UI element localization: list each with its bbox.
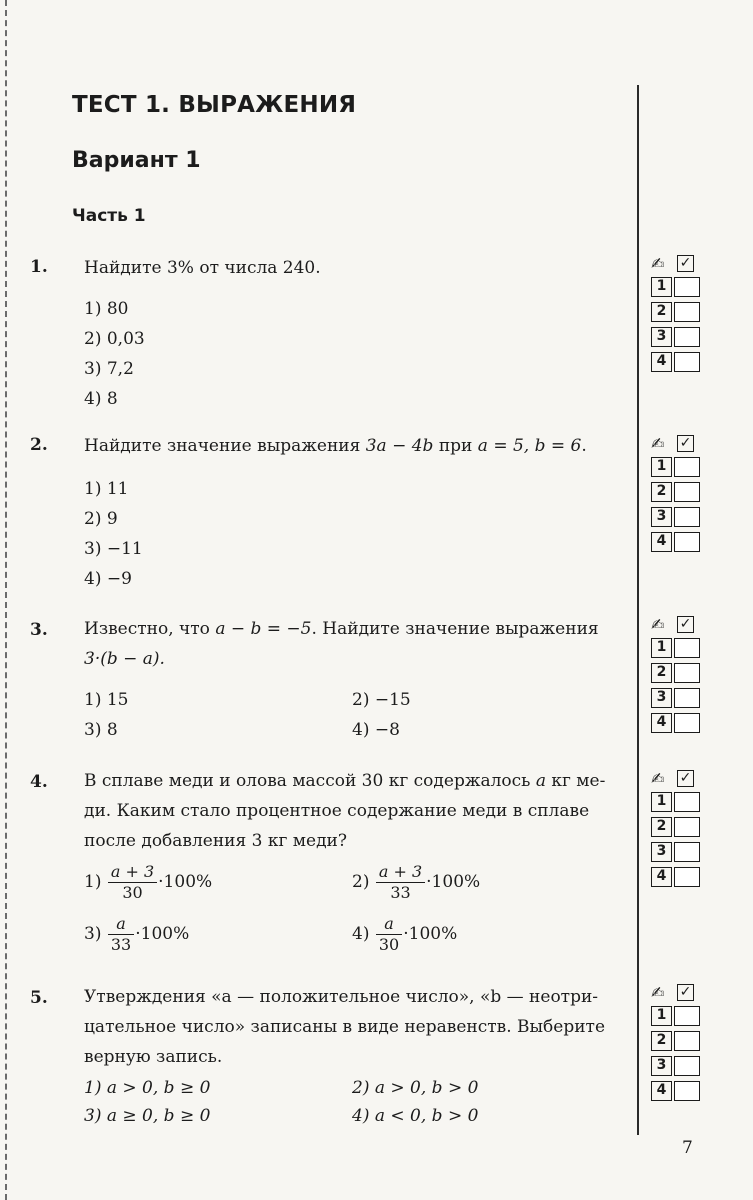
- answer-number: 4: [651, 1081, 672, 1101]
- answer-row[interactable]: [651, 480, 711, 505]
- answer-box-task-5: [651, 982, 711, 1104]
- checkmark-icon: ✓: [677, 616, 694, 633]
- expression: 3·(b − a).: [84, 649, 165, 669]
- task-text-part: .: [581, 436, 587, 456]
- task-number: 1.: [30, 257, 48, 277]
- answer-row[interactable]: [651, 840, 711, 865]
- answer-column-divider: [637, 85, 639, 1135]
- answer-option: 1) 11: [84, 479, 129, 499]
- answer-option: 2) −15: [352, 690, 411, 710]
- answer-cell[interactable]: [674, 867, 700, 887]
- answer-row[interactable]: [651, 865, 711, 890]
- task-text-part: после добавления 3 кг меди?: [84, 831, 347, 851]
- answer-option: 3) −11: [84, 539, 143, 559]
- task-number: 2.: [30, 435, 48, 455]
- answer-cell[interactable]: [674, 277, 700, 297]
- page-number: 7: [682, 1138, 693, 1158]
- option-suffix: ·100%: [135, 924, 190, 944]
- answer-cell[interactable]: [674, 507, 700, 527]
- expression: a − b = −5: [215, 619, 312, 639]
- fraction-numerator: a + 3: [376, 862, 425, 883]
- pen-icon: ✍: [651, 615, 665, 634]
- task-text: [84, 614, 627, 674]
- task-text-part: при: [433, 436, 478, 456]
- answer-option: 3) 8: [84, 720, 118, 740]
- answer-option: 3) a ≥ 0, b ≥ 0: [84, 1106, 211, 1126]
- answer-row[interactable]: [651, 1029, 711, 1054]
- answer-number: 4: [651, 352, 672, 372]
- task-number: 3.: [30, 620, 48, 640]
- fraction: [108, 862, 157, 903]
- pen-icon: ✍: [651, 769, 665, 788]
- answer-number: 2: [651, 817, 672, 837]
- answer-option: 2) 0,03: [84, 329, 145, 349]
- answer-number: 1: [651, 457, 672, 477]
- answer-number: 2: [651, 663, 672, 683]
- answer-row[interactable]: [651, 1004, 711, 1029]
- answer-option: [84, 914, 189, 955]
- answer-cell[interactable]: [674, 792, 700, 812]
- pen-icon: ✍: [651, 983, 665, 1002]
- answer-option: [84, 862, 212, 903]
- answer-option: 4) −9: [84, 569, 132, 589]
- answer-row[interactable]: [651, 686, 711, 711]
- answer-box-header: [651, 433, 711, 455]
- answer-cell[interactable]: [674, 663, 700, 683]
- pen-icon: ✍: [651, 434, 665, 453]
- answer-cell[interactable]: [674, 713, 700, 733]
- fraction-numerator: a + 3: [108, 862, 157, 883]
- option-suffix: ·100%: [158, 872, 213, 892]
- answer-row[interactable]: [651, 455, 711, 480]
- answer-row[interactable]: [651, 350, 711, 375]
- answer-cell[interactable]: [674, 327, 700, 347]
- answer-cell[interactable]: [674, 1081, 700, 1101]
- answer-box-header: [651, 982, 711, 1004]
- answer-number: 2: [651, 1031, 672, 1051]
- fraction-numerator: a: [108, 914, 134, 935]
- answer-cell[interactable]: [674, 302, 700, 322]
- task-text: Найдите 3% от числа 240.: [84, 258, 321, 278]
- fraction-denominator: 33: [390, 883, 411, 902]
- option-label: 2): [352, 872, 370, 892]
- expression: a = 5, b = 6: [477, 436, 582, 456]
- answer-option: [352, 914, 457, 955]
- answer-cell[interactable]: [674, 482, 700, 502]
- answer-option: 1) 80: [84, 299, 129, 319]
- task-text-part: В сплаве меди и олова массой 30 кг содержалось: [84, 771, 536, 791]
- answer-row[interactable]: [651, 300, 711, 325]
- answer-cell[interactable]: [674, 352, 700, 372]
- checkmark-icon: ✓: [677, 435, 694, 452]
- answer-option: 4) a < 0, b > 0: [352, 1106, 479, 1126]
- task-text: [84, 431, 627, 461]
- answer-box-header: [651, 768, 711, 790]
- answer-box-header: [651, 614, 711, 636]
- answer-cell[interactable]: [674, 532, 700, 552]
- task-text-part: кг ме-: [545, 771, 606, 791]
- answer-cell[interactable]: [674, 842, 700, 862]
- answer-option: 4) 8: [84, 389, 118, 409]
- answer-cell[interactable]: [674, 688, 700, 708]
- answer-cell[interactable]: [674, 457, 700, 477]
- option-label: 4): [352, 924, 370, 944]
- answer-row[interactable]: [651, 325, 711, 350]
- fraction: [376, 914, 402, 955]
- answer-number: 4: [651, 532, 672, 552]
- answer-row[interactable]: [651, 275, 711, 300]
- answer-row[interactable]: [651, 636, 711, 661]
- fraction: [376, 862, 425, 903]
- answer-cell[interactable]: [674, 1031, 700, 1051]
- answer-row[interactable]: [651, 1054, 711, 1079]
- checkmark-icon: ✓: [677, 255, 694, 272]
- answer-number: 2: [651, 482, 672, 502]
- variable: a: [535, 771, 546, 791]
- part-heading: Часть 1: [72, 206, 146, 226]
- fraction-denominator: 30: [122, 883, 143, 902]
- task-text-part: . Найдите значение выражения: [311, 619, 599, 639]
- answer-number: 1: [651, 1006, 672, 1026]
- answer-box-task-2: [651, 433, 711, 555]
- answer-box-header: [651, 253, 711, 275]
- answer-box-task-1: [651, 253, 711, 375]
- answer-row[interactable]: [651, 1079, 711, 1104]
- answer-row[interactable]: [651, 815, 711, 840]
- task-text-part: Найдите значение выражения: [84, 436, 366, 456]
- fraction-denominator: 33: [110, 935, 132, 954]
- fraction-denominator: 30: [378, 935, 400, 954]
- answer-cell[interactable]: [674, 638, 700, 658]
- answer-number: 1: [651, 277, 672, 297]
- answer-number: 4: [651, 713, 672, 733]
- expression: 3a − 4b: [365, 436, 434, 456]
- task-number: 5.: [30, 988, 48, 1008]
- answer-option: 1) 15: [84, 690, 129, 710]
- answer-number: 4: [651, 867, 672, 887]
- answer-number: 2: [651, 302, 672, 322]
- answer-cell[interactable]: [674, 1006, 700, 1026]
- answer-number: 1: [651, 638, 672, 658]
- answer-number: 3: [651, 1056, 672, 1076]
- fraction-numerator: a: [376, 914, 402, 935]
- task-number: 4.: [30, 772, 48, 792]
- pen-icon: ✍: [651, 254, 665, 273]
- answer-row[interactable]: [651, 505, 711, 530]
- answer-option: 2) 9: [84, 509, 118, 529]
- answer-box-task-3: [651, 614, 711, 736]
- answer-option: [352, 862, 480, 903]
- task-text-part: Утверждения «a — положительное число», «b — неотри-: [84, 987, 599, 1007]
- answer-option: 1) a > 0, b ≥ 0: [84, 1078, 211, 1098]
- cut-line: [5, 0, 7, 1200]
- task-text: [84, 766, 627, 856]
- answer-number: 3: [651, 327, 672, 347]
- answer-row[interactable]: [651, 530, 711, 555]
- option-label: 3): [84, 924, 102, 944]
- answer-number: 3: [651, 507, 672, 527]
- answer-number: 3: [651, 842, 672, 862]
- answer-row[interactable]: [651, 711, 711, 736]
- task-text-part: цательное число» записаны в виде неравенств. Выберите: [84, 1017, 606, 1037]
- test-title: ТЕСТ 1. ВЫРАЖЕНИЯ: [72, 92, 357, 118]
- answer-row[interactable]: [651, 661, 711, 686]
- answer-row[interactable]: [651, 790, 711, 815]
- checkmark-icon: ✓: [677, 770, 694, 787]
- checkmark-icon: ✓: [677, 984, 694, 1001]
- task-text-part: верную запись.: [84, 1047, 223, 1067]
- task-text-part: ди. Каким стало процентное содержание меди в сплаве: [84, 801, 590, 821]
- answer-option: 3) 7,2: [84, 359, 134, 379]
- answer-box-task-4: [651, 768, 711, 890]
- answer-number: 1: [651, 792, 672, 812]
- option-suffix: ·100%: [426, 872, 481, 892]
- answer-option: 4) −8: [352, 720, 400, 740]
- answer-number: 3: [651, 688, 672, 708]
- option-label: 1): [84, 872, 102, 892]
- task-text: [84, 982, 627, 1072]
- answer-cell[interactable]: [674, 817, 700, 837]
- variant-heading: Вариант 1: [72, 148, 201, 173]
- option-suffix: ·100%: [403, 924, 458, 944]
- answer-cell[interactable]: [674, 1056, 700, 1076]
- fraction: [108, 914, 134, 955]
- answer-option: 2) a > 0, b > 0: [352, 1078, 479, 1098]
- task-text-part: Известно, что: [84, 619, 216, 639]
